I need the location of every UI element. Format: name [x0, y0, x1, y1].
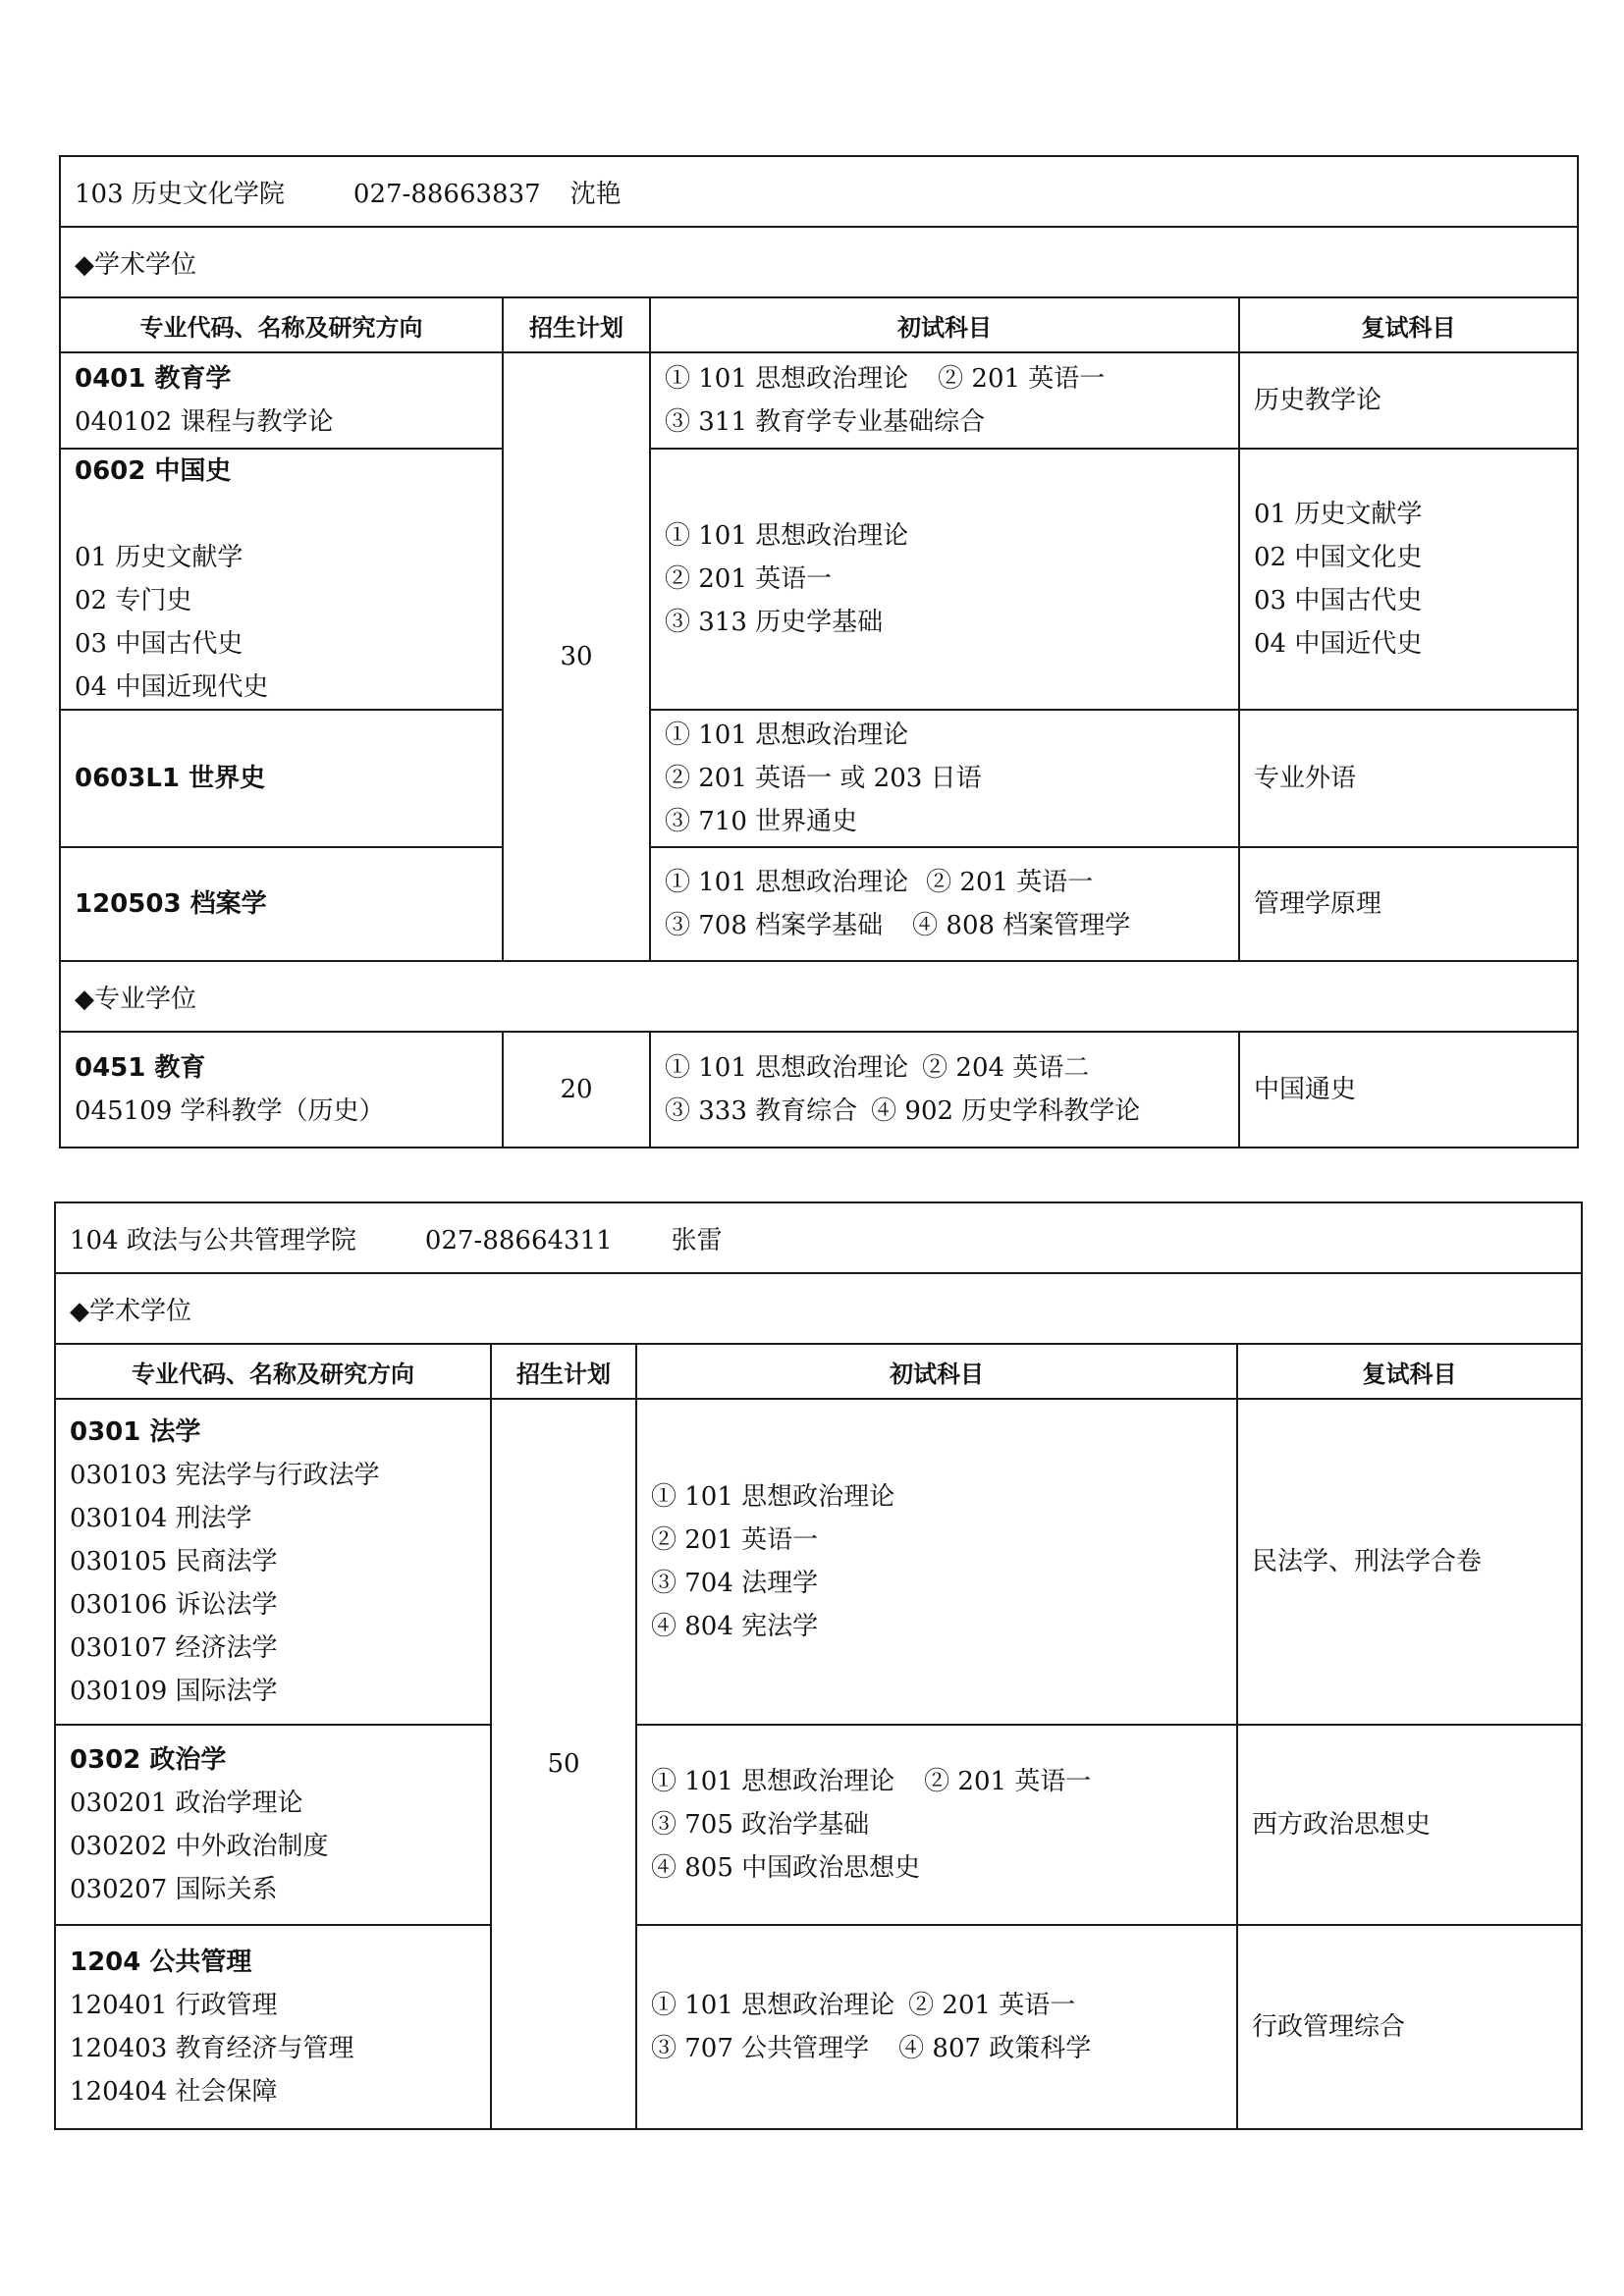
retest-subject: 专业外语 [1254, 764, 1357, 793]
major-title: 0451 教育 [75, 1053, 206, 1083]
retest-cell [1237, 1399, 1582, 1725]
major-cell [55, 1725, 491, 1925]
section-professional: ◆专业学位 [60, 961, 1578, 1032]
retest-subject: 01 历史文献学 [1254, 500, 1423, 529]
college-header [55, 1202, 1582, 1273]
exam-subject: ② 201 英语一 [665, 564, 833, 594]
exam-cell [650, 710, 1239, 847]
college-phone: 027-88664311 [424, 1225, 613, 1255]
exam-subject: ③ 311 教育学专业基础综合 [665, 407, 986, 437]
retest-cell [1237, 1725, 1582, 1925]
major-direction: 01 历史文献学 [75, 543, 244, 572]
plan-count: 20 [503, 1032, 650, 1148]
exam-subject: ② 201 英语一 [926, 868, 1094, 897]
major-cell [60, 710, 503, 847]
col-retest: 复试科目 [1239, 297, 1578, 352]
section-academic: ◆学术学位 [60, 227, 1578, 297]
major-title: 0401 教育学 [75, 364, 232, 394]
exam-subject: ① 101 思想政治理论 [651, 1991, 895, 2020]
major-direction: 030207 国际关系 [70, 1875, 278, 1904]
retest-subject: 中国通史 [1254, 1075, 1357, 1104]
exam-cell [636, 1925, 1237, 2129]
table-row [55, 1399, 1582, 1725]
retest-subject: 02 中国文化史 [1254, 543, 1423, 572]
major-direction: 030107 经济法学 [70, 1633, 278, 1663]
table-row [55, 1725, 1582, 1925]
exam-subject: ③ 707 公共管理学 [651, 2034, 870, 2063]
college-contact: 沈艳 [569, 179, 622, 209]
plan-count: 30 [503, 352, 650, 961]
major-cell [60, 847, 503, 961]
col-exam: 初试科目 [636, 1344, 1237, 1399]
major-cell [55, 1399, 491, 1725]
retest-cell [1239, 710, 1578, 847]
exam-subject: ③ 333 教育综合 [665, 1096, 858, 1126]
major-title: 0301 法学 [70, 1417, 201, 1447]
major-direction: 030202 中外政治制度 [70, 1832, 329, 1861]
major-title: 0602 中国史 [75, 456, 232, 486]
exam-subject: ② 201 英语一 [908, 1991, 1076, 2020]
exam-subject: ① 101 思想政治理论 [665, 364, 909, 394]
exam-subject: ④ 805 中国政治思想史 [651, 1853, 921, 1883]
major-direction: 030105 民商法学 [70, 1547, 278, 1576]
major-title: 1204 公共管理 [70, 1948, 252, 1977]
major-direction: 040102 课程与教学论 [75, 407, 334, 437]
table-row [60, 352, 1578, 449]
exam-subject: ② 201 英语一 [938, 364, 1106, 394]
major-title: 0603L1 世界史 [75, 764, 266, 793]
major-direction: 120404 社会保障 [70, 2077, 278, 2107]
section-academic: ◆学术学位 [55, 1273, 1582, 1344]
college-104-table [54, 1201, 1583, 2130]
exam-subject: ① 101 思想政治理论 [651, 1767, 895, 1796]
retest-cell [1239, 847, 1578, 961]
retest-subject: 03 中国古代史 [1254, 586, 1423, 615]
major-direction: 120403 教育经济与管理 [70, 2034, 354, 2063]
exam-subject: ② 204 英语二 [922, 1053, 1090, 1083]
exam-subject: ① 101 思想政治理论 [665, 521, 909, 551]
major-direction: 030201 政治学理论 [70, 1789, 303, 1818]
exam-cell [650, 449, 1239, 710]
exam-subject: ② 201 英语一 或 203 日语 [665, 764, 982, 793]
exam-subject: ③ 710 世界通史 [665, 807, 858, 836]
col-exam: 初试科目 [650, 297, 1239, 352]
exam-subject: ① 101 思想政治理论 [665, 1053, 909, 1083]
exam-subject: ③ 705 政治学基础 [651, 1810, 870, 1840]
exam-subject: ① 101 思想政治理论 [665, 868, 909, 897]
table-row [60, 710, 1578, 847]
table-row [60, 847, 1578, 961]
major-title: 0302 政治学 [70, 1745, 227, 1775]
major-cell [60, 352, 503, 449]
major-direction: 02 专门史 [75, 586, 192, 615]
col-retest: 复试科目 [1237, 1344, 1582, 1399]
major-direction: 04 中国近现代史 [75, 672, 269, 702]
exam-subject: ④ 808 档案管理学 [912, 911, 1131, 940]
retest-subject: 行政管理综合 [1252, 2012, 1406, 2042]
college-contact: 张雷 [671, 1225, 723, 1255]
major-direction: 030106 诉讼法学 [70, 1590, 278, 1620]
major-cell [55, 1925, 491, 2129]
major-cell [60, 1032, 503, 1148]
col-major: 专业代码、名称及研究方向 [60, 297, 503, 352]
exam-subject: ① 101 思想政治理论 [665, 721, 909, 750]
exam-cell [636, 1399, 1237, 1725]
retest-cell [1237, 1925, 1582, 2129]
retest-subject: 04 中国近代史 [1254, 629, 1423, 659]
exam-cell [650, 352, 1239, 449]
exam-subject: ④ 804 宪法学 [651, 1612, 819, 1641]
table-row [60, 1032, 1578, 1148]
exam-cell [650, 847, 1239, 961]
major-direction: 030103 宪法学与行政法学 [70, 1461, 380, 1490]
retest-cell [1239, 352, 1578, 449]
college-phone: 027-88663837 [352, 179, 541, 209]
major-direction: 120401 行政管理 [70, 1991, 278, 2020]
exam-subject: ④ 902 历史学科教学论 [871, 1096, 1141, 1126]
col-plan: 招生计划 [503, 297, 650, 352]
college-name: 104 政法与公共管理学院 [70, 1225, 356, 1255]
retest-subject: 民法学、刑法学合卷 [1252, 1547, 1483, 1576]
table-row [60, 449, 1578, 710]
retest-subject: 历史教学论 [1254, 386, 1382, 415]
college-name: 103 历史文化学院 [75, 179, 285, 209]
retest-subject: 管理学原理 [1254, 889, 1382, 919]
major-direction: 045109 学科教学（历史） [75, 1096, 385, 1126]
major-direction: 030104 刑法学 [70, 1504, 252, 1533]
col-major: 专业代码、名称及研究方向 [55, 1344, 491, 1399]
exam-subject: ③ 704 法理学 [651, 1569, 819, 1598]
major-cell [60, 449, 503, 710]
exam-subject: ② 201 英语一 [924, 1767, 1092, 1796]
exam-subject: ③ 708 档案学基础 [665, 911, 884, 940]
exam-cell [650, 1032, 1239, 1148]
college-header [60, 156, 1578, 227]
exam-subject: ② 201 英语一 [651, 1525, 819, 1555]
exam-subject: ③ 313 历史学基础 [665, 608, 884, 637]
major-direction: 030109 国际法学 [70, 1677, 278, 1706]
exam-subject: ① 101 思想政治理论 [651, 1482, 895, 1512]
retest-subject: 西方政治思想史 [1252, 1810, 1432, 1840]
col-plan: 招生计划 [491, 1344, 636, 1399]
table-row [55, 1925, 1582, 2129]
retest-cell [1239, 1032, 1578, 1148]
major-title: 120503 档案学 [75, 889, 267, 919]
exam-cell [636, 1725, 1237, 1925]
exam-subject: ④ 807 政策科学 [898, 2034, 1092, 2063]
major-direction: 03 中国古代史 [75, 629, 244, 659]
plan-count: 50 [491, 1399, 636, 2129]
college-103-table [59, 155, 1579, 1148]
retest-cell [1239, 449, 1578, 710]
